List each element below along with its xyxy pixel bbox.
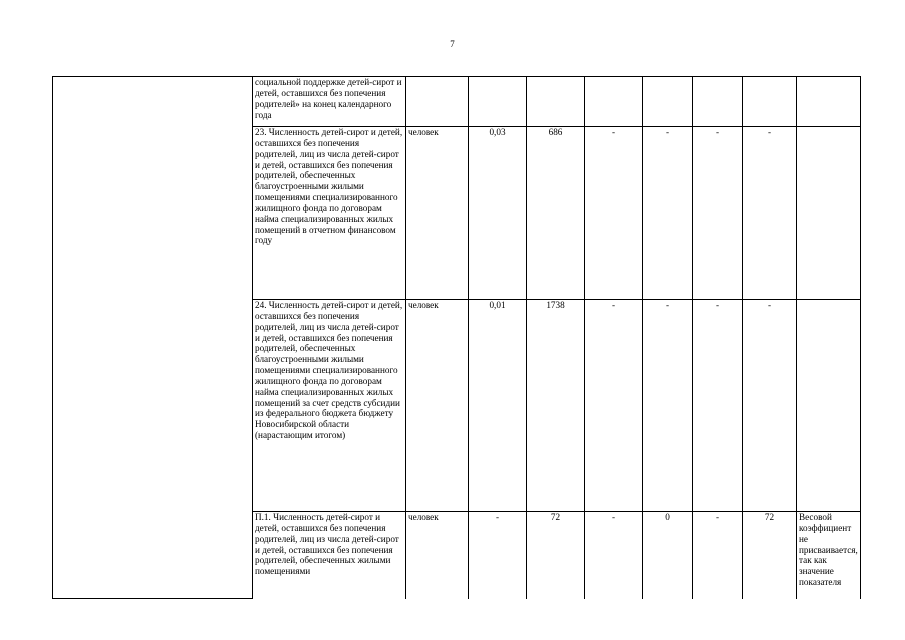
value-cell: -: [643, 127, 693, 300]
unit-cell: человек: [406, 512, 469, 599]
value-cell: [585, 77, 643, 127]
value-cell: 72: [743, 512, 797, 599]
note-cell: [797, 127, 861, 300]
program-cell: [53, 77, 253, 599]
value-cell: [743, 77, 797, 127]
unit-cell: человек: [406, 127, 469, 300]
value-cell: [693, 77, 743, 127]
weight-cell: 0,03: [469, 127, 527, 300]
value-cell: -: [585, 127, 643, 300]
value-cell: -: [693, 300, 743, 512]
weight-cell: 0,01: [469, 300, 527, 512]
note-cell: [797, 300, 861, 512]
unit-cell: [406, 77, 469, 127]
note-cell: [797, 77, 861, 127]
indicator-name-cell: П.1. Численность детей-сирот и детей, оставшихся без попечения родителей, лиц из числа детей-сирот и детей, оставшихся без попечения родителей, обеспеченных жилыми помещениями: [253, 512, 406, 599]
value-cell: -: [743, 127, 797, 300]
indicators-table: [52, 76, 861, 599]
weight-cell: [469, 77, 527, 127]
value-cell: 686: [527, 127, 585, 300]
indicator-name-cell: социальной поддержке детей-сирот и детей, оставшихся без попечения родителей» на конец календарного года: [253, 77, 406, 127]
weight-cell: -: [469, 512, 527, 599]
value-cell: 1738: [527, 300, 585, 512]
value-cell: -: [693, 512, 743, 599]
value-cell: -: [743, 300, 797, 512]
page-number: 7: [450, 39, 455, 49]
value-cell: 0: [643, 512, 693, 599]
value-cell: -: [585, 512, 643, 599]
value-cell: -: [693, 127, 743, 300]
value-cell: -: [585, 300, 643, 512]
value-cell: 72: [527, 512, 585, 599]
value-cell: [643, 77, 693, 127]
indicator-name-cell: 23. Численность детей-сирот и детей, оставшихся без попечения родителей, лиц из числа детей-сирот и детей, оставшихся без попечения родителей, обеспеченных благоустроенными жилыми помещениями специализированного жилищного фонда по договорам найма специализированных жилых помещений в отчетном финансовом году: [253, 127, 406, 300]
table-row: [53, 77, 861, 127]
unit-cell: человек: [406, 300, 469, 512]
indicator-name-cell: 24. Численность детей-сирот и детей, оставшихся без попечения родителей, лиц из числа детей-сирот и детей, оставшихся без попечения родителей, обеспеченных благоустроенными жилыми помещениями специализированного жилищного фонда по договорам найма специализированных жилых помещений за счет средств субсидии из федерального бюджета бюджету Новосибирской области (нарастающим итогом): [253, 300, 406, 512]
value-cell: -: [643, 300, 693, 512]
note-cell: Весовой коэффициент не присваивается, так как значение показателя: [797, 512, 861, 599]
value-cell: [527, 77, 585, 127]
